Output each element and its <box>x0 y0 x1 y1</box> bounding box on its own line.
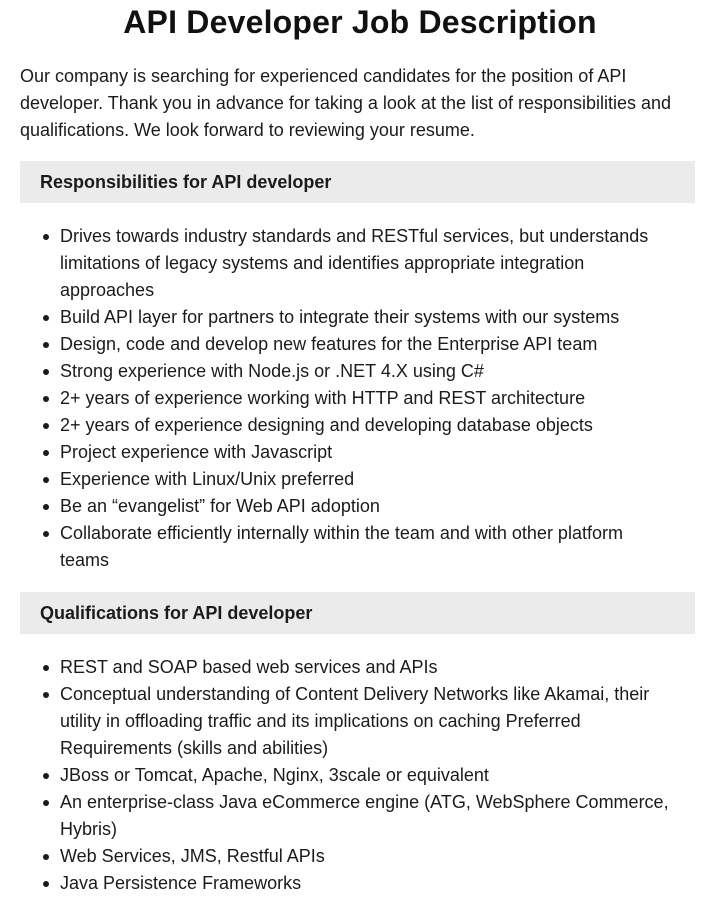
responsibilities-list <box>0 223 720 574</box>
list-item: JBoss or Tomcat, Apache, Nginx, 3scale or equivalent <box>60 762 720 789</box>
list-item: Strong experience with Node.js or .NET 4.X using C# <box>60 358 720 385</box>
page-title: API Developer Job Description <box>123 4 597 40</box>
list-item: Design, code and develop new features for the Enterprise API team <box>60 331 720 358</box>
qualifications-list <box>0 654 720 897</box>
list-item: Project experience with Javascript <box>60 439 720 466</box>
list-item: Java Persistence Frameworks <box>60 870 720 897</box>
list-item: 2+ years of experience working with HTTP and REST architecture <box>60 385 720 412</box>
list-item: REST and SOAP based web services and APIs <box>60 654 720 681</box>
list-item: Web Services, JMS, Restful APIs <box>60 843 720 870</box>
list-item: Drives towards industry standards and RESTful services, but understands limitations of legacy systems and identifies appropriate integration approaches <box>60 223 720 304</box>
list-item: Be an “evangelist” for Web API adoption <box>60 493 720 520</box>
qualifications-heading: Qualifications for API developer <box>20 592 695 634</box>
list-item: Build API layer for partners to integrate their systems with our systems <box>60 304 720 331</box>
list-item: 2+ years of experience designing and developing database objects <box>60 412 720 439</box>
list-item: Experience with Linux/Unix preferred <box>60 466 720 493</box>
list-item: Conceptual understanding of Content Delivery Networks like Akamai, their utility in offloading traffic and its implications on caching Preferred Requirements (skills and abilities) <box>60 681 720 762</box>
intro-paragraph: Our company is searching for experienced candidates for the position of API developer. Thank you in advance for taking a look at the list of responsibilities and qualifications. We look forward to reviewing your resume. <box>20 66 672 140</box>
list-item: An enterprise-class Java eCommerce engine (ATG, WebSphere Commerce, Hybris) <box>60 789 720 843</box>
responsibilities-heading: Responsibilities for API developer <box>20 161 695 203</box>
list-item: Collaborate efficiently internally within the team and with other platform teams <box>60 520 720 574</box>
